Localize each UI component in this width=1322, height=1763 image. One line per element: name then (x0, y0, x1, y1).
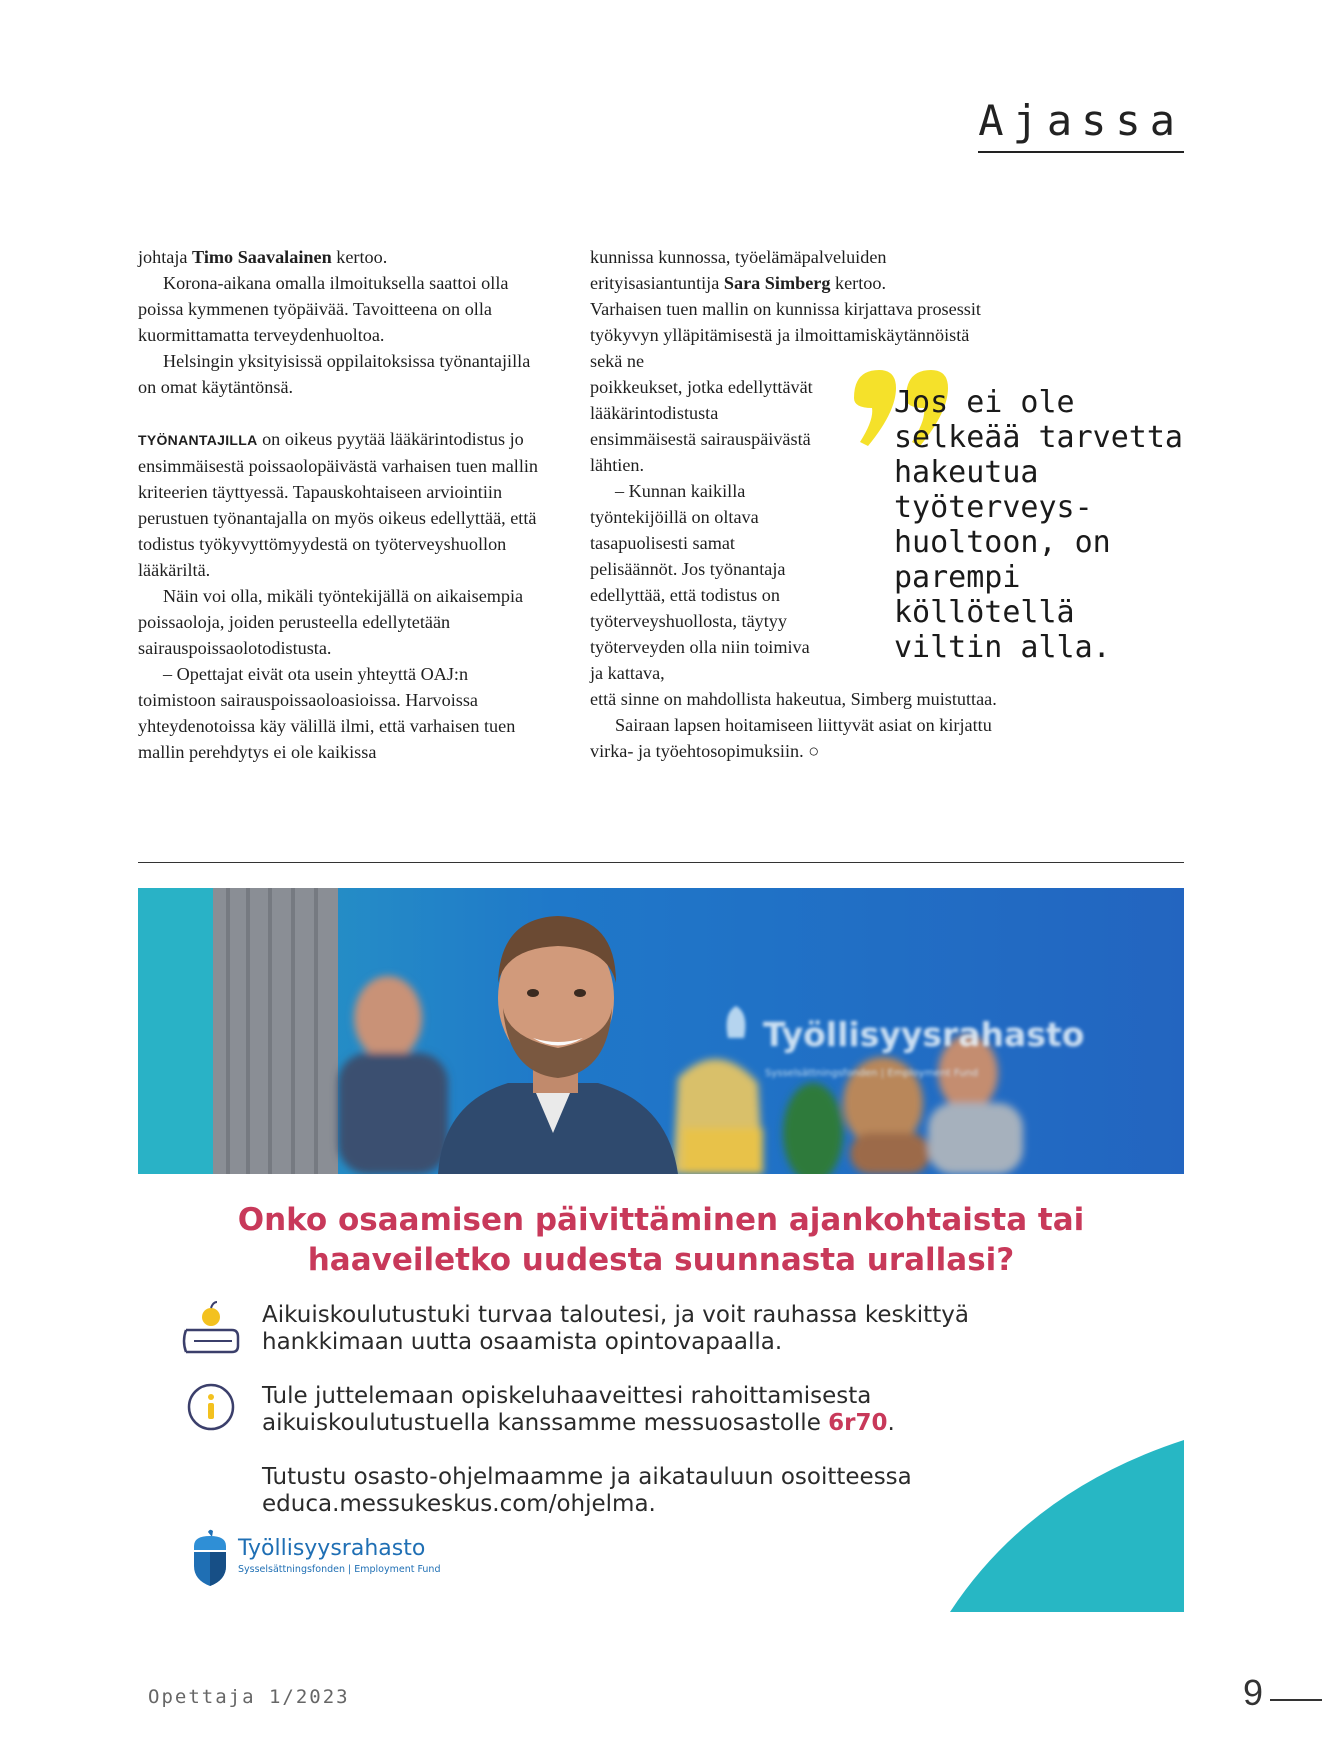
paragraph: Varhaisen tuen mallin on kunnissa kirjattava prosessit työkyvyn ylläpitämisestä ja ilmoittamiskäytännöistä sekä ne (590, 299, 981, 371)
logo-subtitle: Sysselsättningsfonden | Employment Fund (238, 1564, 441, 1575)
page-number: 9 (1243, 1672, 1264, 1713)
teal-decoration (950, 1440, 1184, 1612)
person-name: Sara Simberg (723, 273, 831, 293)
page-number-rule (1270, 1699, 1322, 1701)
paragraph: Sairaan lapsen hoitamiseen liittyvät asiat on kirjattu virka- ja työehtosopimuksiin. ○ (590, 715, 992, 761)
photo-sign-subtext: Sysselsättningsfonden | Employment Fund (765, 1068, 979, 1079)
person-name: Timo Saavalainen (192, 247, 332, 267)
acorn-logo-icon (190, 1528, 230, 1588)
paragraph: TYÖNANTAJILLA on oikeus pyytää lääkärintodistus jo ensimmäisestä poissaolopäivästä varhaisen tuen mallin kriteerien täyttyessä. Tapauskohtaiseen arviointiin perustuen työnantajalla on myös oikeus edellyttää, että todistus työkyvyttömyydestä on työterveyshuollon lääkäriltä. (138, 429, 539, 580)
paragraph: johtaja Timo Saavalainen kertoo. (138, 247, 388, 267)
paragraph: – Kunnan kaikilla työntekijöillä on oltava tasapuolisesti samat pelisäännöt. Jos työnantaja edellyttää, että todistus on työterveyshuollosta, täytyy työterveyden olla niin toimiva ja kattava, (590, 481, 810, 683)
ad-headline: Onko osaamisen päivittäminen ajankohtaista tai haaveiletko uudesta suunnasta urallasi? (237, 1202, 1085, 1278)
lead-in: TYÖNANTAJILLA (138, 432, 258, 448)
ad-text-row-3: Tutustu osasto-ohjelmaamme ja aikatauluun osoitteessa educa.messukeskus.com/ohjelma. (262, 1464, 912, 1517)
paragraph: kunnissa kunnossa, työelämäpalveluiden erityisasiantuntija Sara Simberg kertoo. (590, 247, 887, 293)
paragraph: poikkeukset, jotka edellyttävät lääkärintodistusta ensimmäisestä sairauspäivästä lähtien. (590, 377, 813, 475)
paragraph: että sinne on mahdollista hakeutua, Simberg muistuttaa. (590, 689, 997, 709)
ad-text-row-1: Aikuiskoulutustuki turvaa taloutesi, ja voit rauhassa keskittyä hankkimaan uutta osaamista opintovapaalla. (262, 1302, 969, 1355)
divider (138, 862, 1184, 863)
paragraph: – Opettajat eivät ota usein yhteyttä OAJ:n toimistoon sairauspoissaoloasioissa. Harvoissa yhteydenotoissa käy välillä ilmi, että varhaisen tuen mallin perehdytys ei ole kaikissa (138, 664, 516, 762)
paragraph: Näin voi olla, mikäli työntekijällä on aikaisempia poissaoloja, joiden perusteella edellytetään sairauspoissaolotodistusta. (138, 586, 524, 658)
photo-sign-text: Työllisyysrahasto (763, 1015, 1085, 1054)
paragraph: Helsingin yksityisissä oppilaitoksissa työnantajilla on omat käytäntönsä. (138, 351, 531, 397)
book-apple-icon (180, 1300, 242, 1356)
magazine-issue: Opettaja 1/2023 (148, 1686, 350, 1708)
logo-wordmark: Työllisyysrahasto (238, 1536, 426, 1561)
section-title: Ajassa (978, 96, 1184, 153)
article-column-1 (138, 244, 540, 765)
ad-text-row-2: Tule juttelemaan opiskeluhaaveittesi rahoittamisesta aikuiskoulutustuella kanssamme messuosastolle 6r70. (262, 1383, 895, 1436)
stand-number: 6r70 (828, 1410, 888, 1436)
paragraph: Korona-aikana omalla ilmoituksella saattoi olla poissa kymmenen työpäivää. Tavoitteena on olla kuormittamatta terveydenhuoltoa. (138, 273, 509, 345)
end-mark: ○ (803, 741, 820, 761)
pull-quote: Jos ei ole selkeää tarvetta hakeutua työterveys-huoltoon, on parempi köllötellä viltin alla. (894, 385, 1183, 665)
info-icon (186, 1382, 236, 1432)
ad-photo (138, 888, 1184, 1174)
